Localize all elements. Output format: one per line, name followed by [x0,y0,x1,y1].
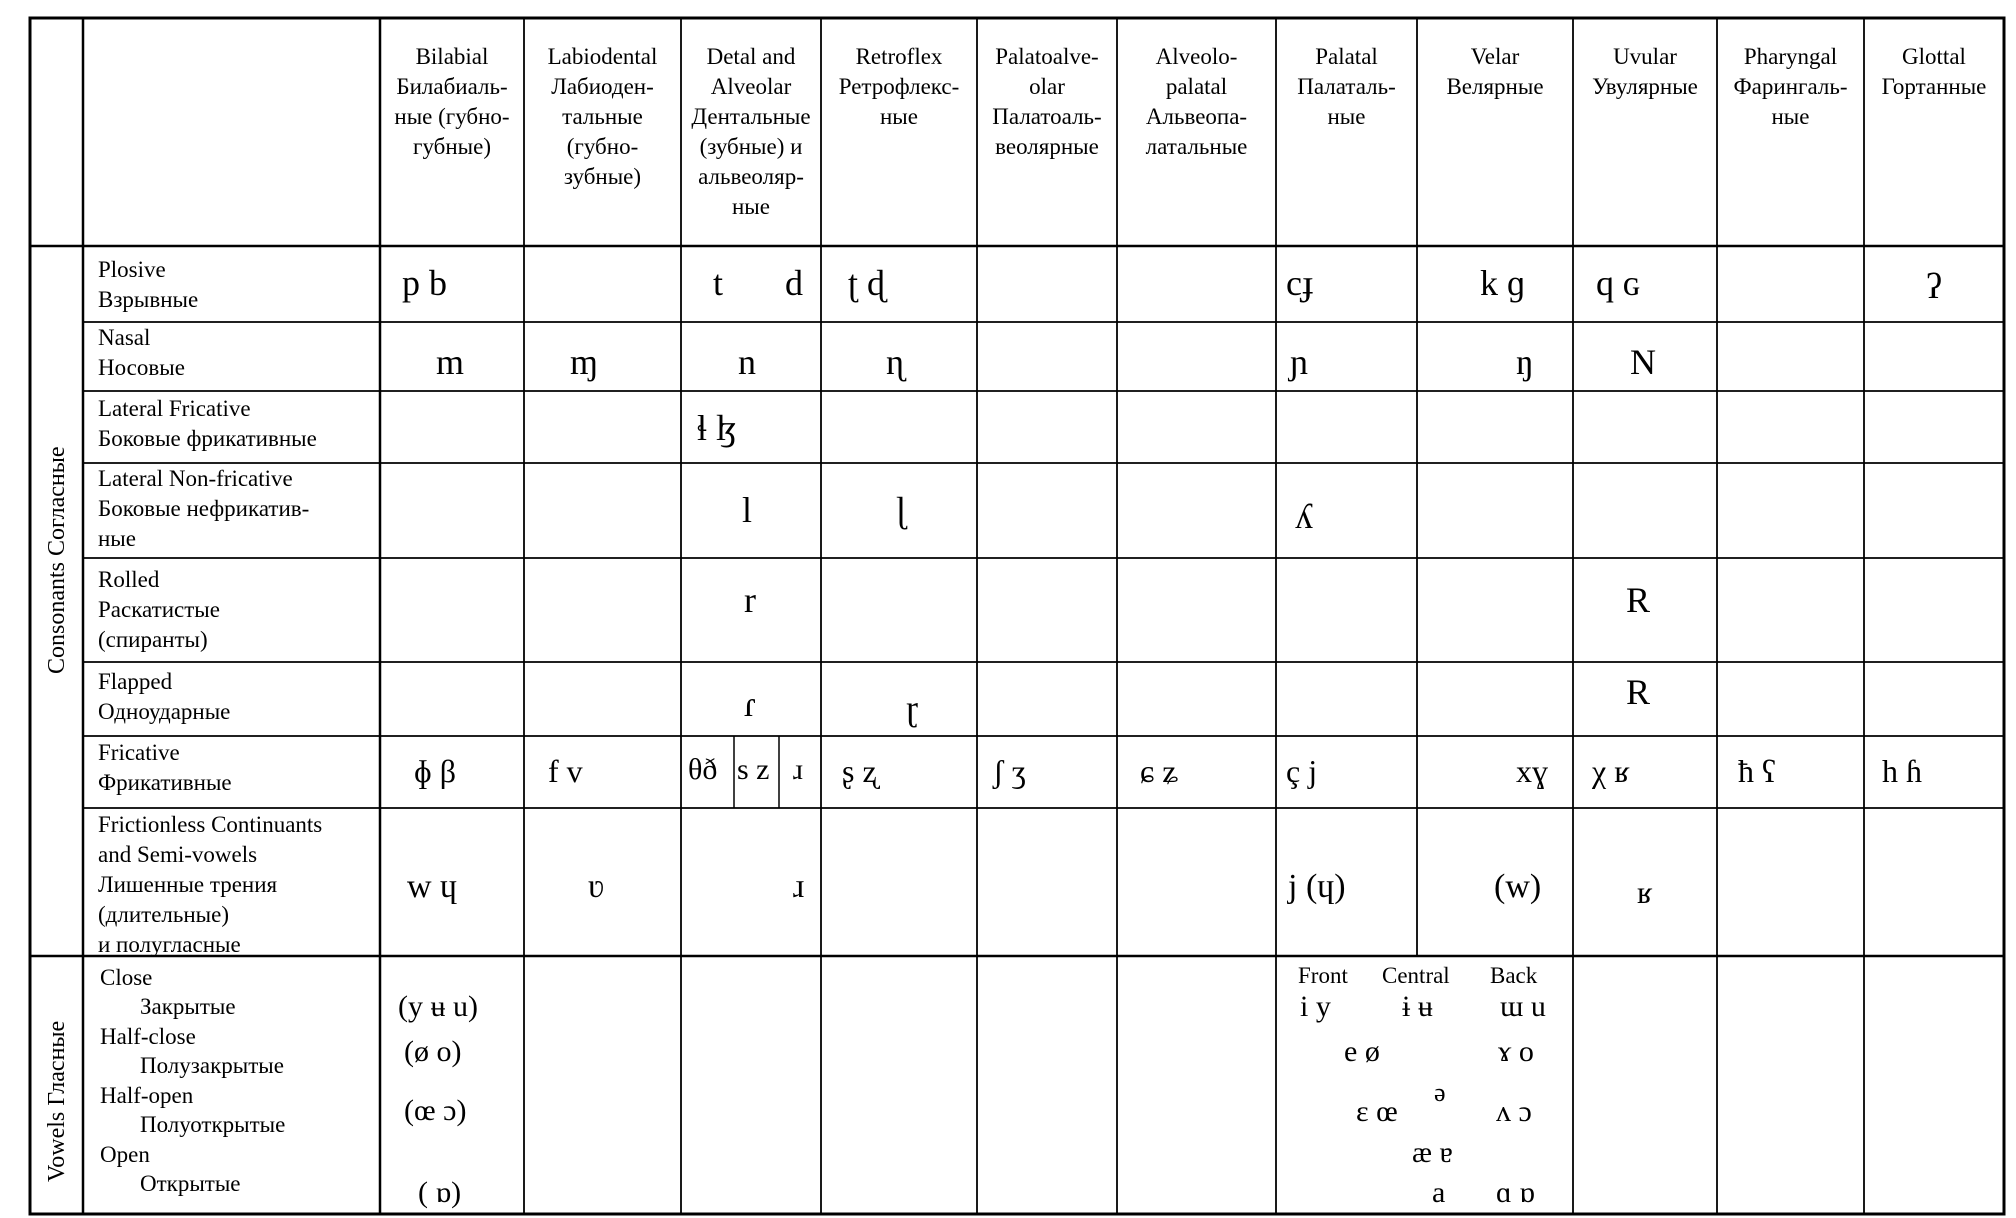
vowel-open-front: a [1432,1176,1446,1209]
symbol-fricative-dental-b: s z [737,753,770,786]
symbol-plosive-dental-t: t [713,263,724,303]
symbol-continuant-bilabial: w ɥ [407,868,458,905]
symbol-lateral-nonfricative-dental: l [742,490,753,530]
vowel-row-close-en: Close [100,965,153,990]
symbol-continuant-palatal: j (ɥ) [1288,868,1346,905]
symbol-fricative-dental-a: θð [688,753,718,786]
row-label-lateral-nonfricative: Lateral Non-fricative Боковые нефрикатив- ные [98,466,310,551]
header-bilabial: Bilabial Билабиаль- ные (губно- губные) [394,44,510,159]
symbol-nasal-labiodental: ɱ [570,342,599,382]
vowel-bilabial-close: (y ʉ u) [398,990,478,1023]
header-dental-alveolar: Detal and Alveolar Дентальные (зубные) и альвеоляр- ные [691,44,811,219]
vowel-chart-back-label: Back [1490,963,1538,988]
row-label-fricative: Fricative Фрикативные [98,740,232,795]
vowel-row-halfopen-en: Half-open [100,1083,194,1108]
header-pharyngal: Pharyngal Фарингаль- ные [1733,44,1848,129]
symbol-continuant-velar: (w) [1494,868,1542,905]
vowel-chart-front-label: Front [1298,963,1348,988]
vowel-row-halfclose-en: Half-close [100,1024,196,1049]
symbol-fricative-uvular: χ ʁ [1592,753,1630,789]
vowel-row-close-ru: Закрытые [140,994,236,1019]
symbol-nasal-bilabial: m [436,342,465,382]
header-alveolopalatal: Alveolo- palatal Альвеопа- латальные [1145,44,1248,159]
symbol-fricative-dental-c: ɹ [793,753,803,786]
symbol-rolled-dental: r [744,580,756,620]
symbol-continuant-labiodental: ʋ [588,868,604,905]
symbol-plosive-retroflex: ʈ ɖ [848,263,886,303]
symbol-rolled-uvular: R [1626,580,1651,620]
symbol-plosive-bilabial: p b [402,263,447,303]
symbol-flapped-retroflex: ɽ [906,688,918,728]
vowel-bilabial-open: ( ɒ) [418,1176,462,1209]
vowel-chart-central-label: Central [1382,963,1450,988]
symbol-nasal-dental: n [738,342,756,382]
vowel-row-halfclose-ru: Полузакрытые [140,1053,284,1078]
row-label-nasal: Nasal Носовые [98,325,185,380]
vowel-row-open-en: Open [100,1142,150,1167]
symbol-nasal-uvular: N [1630,342,1656,382]
symbol-continuant-dental: ɹ [793,868,805,905]
symbol-plosive-glottal: ʔ [1926,266,1942,306]
symbol-fricative-pharyngal: ħ ʕ [1738,753,1777,789]
symbol-nasal-palatal: ɲ [1290,342,1308,382]
row-label-rolled: Rolled Раскатистые (спиранты) [98,567,220,652]
header-labiodental: Labiodental Лабиоден- тальные (губно- зубные) [547,44,658,189]
symbol-fricative-glottal: h ɦ [1882,753,1922,789]
symbol-plosive-dental-d: d [785,263,803,303]
header-glottal: Glottal Гортанные [1881,44,1987,99]
vowel-halfopen-front: ɛ œ [1356,1095,1398,1128]
vowel-close-central: ɨ ʉ [1402,990,1433,1023]
vowel-row-open-ru: Открытые [140,1171,241,1196]
vowel-halfclose-front: e ø [1344,1035,1380,1068]
vowel-close-front: i y [1300,990,1331,1023]
vowel-bilabial-halfclose: (ø o) [404,1035,462,1068]
row-label-plosive: Plosive Взрывные [98,257,199,312]
vowel-close-back: ɯ u [1500,990,1546,1023]
symbol-flapped-uvular: R [1626,672,1651,712]
symbol-plosive-palatal: cɟ [1286,263,1314,303]
symbol-lateral-fricative-dental: ɬ ɮ [697,408,737,448]
vowel-open-back: ɑ ɒ [1496,1176,1535,1209]
symbol-lateral-nonfricative-retroflex: ɭ [896,490,907,530]
symbol-fricative-alveolopalatal: ɕ ʑ [1140,753,1179,789]
header-palatoalveolar: Palatoalve- olar Палатоаль- веолярные [992,44,1102,159]
symbol-flapped-dental: ɾ [744,684,756,724]
row-label-flapped: Flapped Одноударные [98,669,231,724]
symbol-continuant-uvular: ʁ [1637,874,1653,910]
vowel-halfclose-back: ɤ o [1498,1035,1534,1068]
symbol-fricative-velar: xɣ [1516,753,1548,789]
symbol-nasal-velar: ŋ [1516,342,1534,382]
symbol-fricative-palatal: ç j [1286,753,1318,789]
row-label-lateral-fricative: Lateral Fricative Боковые фрикативные [98,396,317,451]
symbol-fricative-palatoalveolar: ʃ ʒ [993,753,1026,789]
symbol-plosive-velar: k ɡ [1480,263,1525,303]
symbol-nasal-retroflex: ɳ [886,342,904,382]
section-consonants: Consonants Согласные [44,446,70,674]
symbol-fricative-bilabial: ɸ β [414,753,456,789]
header-palatal: Palatal Палаталь- ные [1297,44,1396,129]
symbol-lateral-nonfricative-palatal: ʎ [1295,496,1313,536]
header-uvular: Uvular Увулярные [1592,44,1698,99]
section-vowels: Vowels Гласные [44,1020,70,1182]
header-velar: Velar Велярные [1446,44,1544,99]
vowel-bilabial-halfopen: (œ ɔ) [404,1094,467,1127]
vowel-row-halfopen-ru: Полуоткрытые [140,1112,286,1137]
header-retroflex: Retroflex Ретрофлекс- ные [838,44,960,129]
vowel-nearopen: æ ɐ [1412,1136,1453,1169]
vowel-halfopen-back: ʌ ɔ [1496,1095,1532,1128]
symbol-plosive-uvular: q ɢ [1596,263,1640,303]
symbol-fricative-retroflex: ʂ ʐ [842,753,877,789]
outer-border [30,18,2004,1214]
row-label-frictionless: Frictionless Continuants and Semi-vowels Лишенные трения (длительные) и полугласные [98,812,323,957]
symbol-fricative-labiodental: f v [548,753,583,789]
vowel-mid-central: ə [1434,1078,1446,1107]
